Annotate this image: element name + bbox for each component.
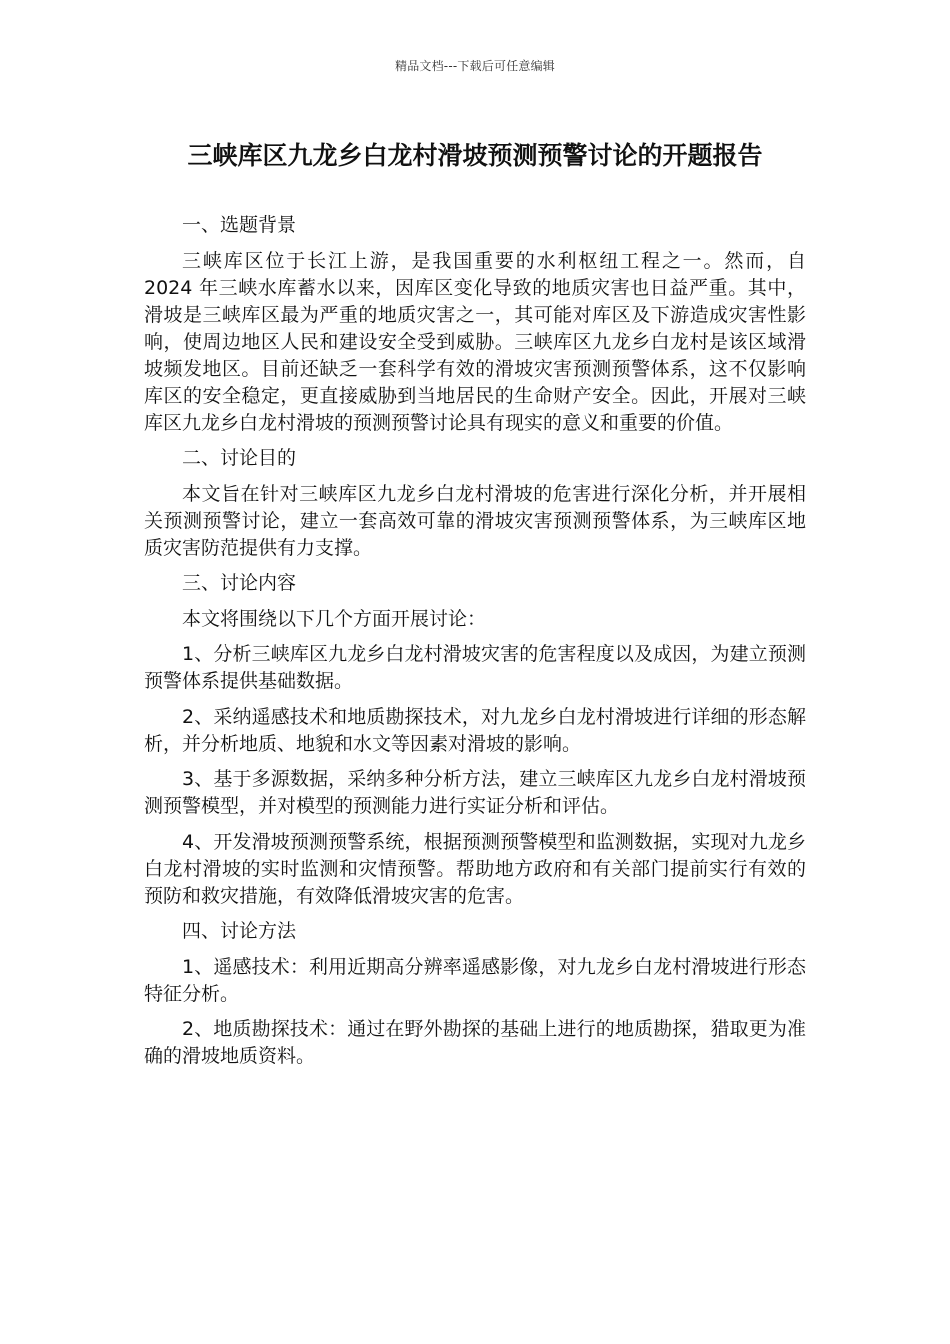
document-body [144, 212, 806, 1079]
list-item-content-2: 2、采纳遥感技术和地质勘探技术，对九龙乡白龙村滑坡进行详细的形态解析，并分析地质、地貌和水文等因素对滑坡的影响。 [144, 705, 806, 755]
document-header-note: 精品文档---下载后可任意编辑 [395, 59, 555, 73]
section-heading-methods: 四、讨论方法 [182, 920, 297, 942]
section-heading-content: 三、讨论内容 [182, 572, 297, 594]
list-item-content-4: 4、开发滑坡预测预警系统，根据预测预警模型和监测数据，实现对九龙乡白龙村滑坡的实时监测和灾情预警。帮助地方政府和有关部门提前实行有效的预防和救灾措施，有效降低滑坡灾害的危害。 [144, 830, 806, 907]
paragraph-background: 三峡库区位于长江上游，是我国重要的水利枢纽工程之一。然而，自 2024 年三峡水库蓄水以来，因库区变化导致的地质灾害也日益严重。其中，滑坡是三峡库区最为严重的地质灾害之一，其可能对库区及下游造成灾害性影响，使周边地区人民和建设安全受到威胁。三峡库区九龙乡白龙村是该区域滑坡频发地区。目前还缺乏一套科学有效的滑坡灾害预测预警体系，这不仅影响库区的安全稳定，更直接威胁到当地居民的生命财产安全。因此，开展对三峡库区九龙乡白龙村滑坡的预测预警讨论具有现实的意义和重要的价值。 [144, 249, 806, 434]
paragraph-purpose: 本文旨在针对三峡库区九龙乡白龙村滑坡的危害进行深化分析，并开展相关预测预警讨论，建立一套高效可靠的滑坡灾害预测预警体系，为三峡库区地质灾害防范提供有力支撑。 [144, 482, 806, 559]
document-title: 三峡库区九龙乡白龙村滑坡预测预警讨论的开题报告 [187, 141, 763, 170]
list-item-content-1: 1、分析三峡库区九龙乡白龙村滑坡灾害的危害程度以及成因，为建立预测预警体系提供基础数据。 [144, 643, 806, 692]
section-heading-purpose: 二、讨论目的 [182, 447, 297, 469]
list-item-method-1: 1、遥感技术：利用近期高分辨率遥感影像，对九龙乡白龙村滑坡进行形态特征分析。 [144, 955, 806, 1005]
paragraph-content-intro: 本文将围绕以下几个方面开展讨论： [182, 607, 487, 630]
list-item-method-2: 2、地质勘探技术：通过在野外勘探的基础上进行的地质勘探，猎取更为准确的滑坡地质资料。 [144, 1018, 806, 1067]
list-item-content-3: 3、基于多源数据，采纳多种分析方法，建立三峡库区九龙乡白龙村滑坡预测预警模型，并对模型的预测能力进行实证分析和评估。 [144, 768, 806, 817]
section-heading-background: 一、选题背景 [182, 214, 297, 236]
